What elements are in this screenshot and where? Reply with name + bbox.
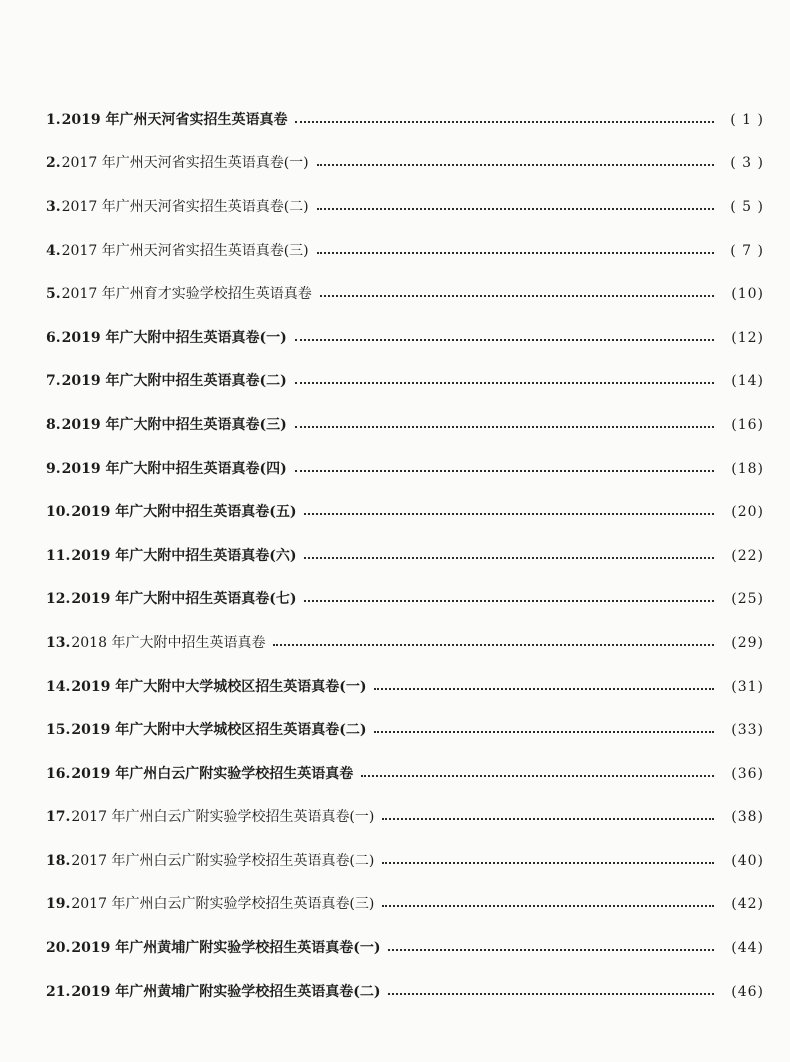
toc-entry-title: 2017 年广州天河省实招生英语真卷(一)	[61, 155, 309, 172]
toc-entry-title: 2019 年广州黄埔广附实验学校招生英语真卷(一)	[71, 940, 381, 957]
toc-entry-title: 2019 年广大附中招生英语真卷(五)	[71, 504, 297, 521]
toc-entry[interactable]	[46, 447, 764, 491]
dot-leader	[388, 949, 714, 951]
toc-entry[interactable]	[46, 665, 764, 709]
dot-leader	[273, 644, 714, 646]
toc-entry-number: 11.	[46, 547, 71, 564]
toc-entry[interactable]	[46, 534, 764, 578]
toc-entry[interactable]	[46, 796, 764, 840]
toc-entry-number: 3.	[46, 198, 61, 215]
toc-entry[interactable]	[46, 142, 764, 186]
table-of-contents	[46, 98, 764, 1013]
dot-leader	[304, 513, 714, 515]
dot-leader	[295, 470, 714, 472]
toc-entry-number: 5.	[46, 286, 61, 303]
toc-entry-page: ( 7 )	[730, 242, 764, 259]
toc-entry-page: (31)	[731, 678, 764, 695]
toc-entry-page: (38)	[731, 809, 764, 826]
toc-entry-title: 2019 年广大附中招生英语真卷(七)	[71, 591, 297, 608]
toc-entry-page: ( 3 )	[730, 155, 764, 172]
toc-entry-number: 8.	[46, 416, 61, 433]
toc-entry-page: (10)	[731, 286, 764, 303]
toc-entry-page: (33)	[731, 722, 764, 739]
toc-entry[interactable]	[46, 708, 764, 752]
toc-entry[interactable]	[46, 621, 764, 665]
dot-leader	[382, 818, 714, 820]
toc-entry-number: 16.	[46, 765, 71, 782]
toc-entry-page: ( 1 )	[730, 111, 764, 128]
dot-leader	[374, 688, 714, 690]
dot-leader	[374, 731, 714, 733]
toc-entry-page: (25)	[731, 591, 764, 608]
dot-leader	[382, 905, 714, 907]
dot-leader	[295, 121, 714, 123]
toc-entry-title: 2019 年广州白云广附实验学校招生英语真卷	[71, 765, 354, 782]
toc-entry-number: 20.	[46, 940, 71, 957]
toc-entry-title: 2017 年广州白云广附实验学校招生英语真卷(一)	[71, 809, 375, 826]
toc-entry-number: 14.	[46, 678, 71, 695]
toc-entry-number: 18.	[46, 852, 71, 869]
toc-entry-page: (42)	[731, 896, 764, 913]
toc-entry-page: ( 5 )	[730, 198, 764, 215]
toc-entry[interactable]	[46, 360, 764, 404]
toc-entry-title: 2019 年广大附中大学城校区招生英语真卷(一)	[71, 678, 367, 695]
toc-entry-title: 2019 年广大附中招生英语真卷(六)	[71, 547, 297, 564]
toc-entry-page: (36)	[731, 765, 764, 782]
toc-entry-title: 2019 年广大附中招生英语真卷(一)	[61, 329, 287, 346]
toc-entry-number: 12.	[46, 591, 71, 608]
dot-leader	[320, 295, 714, 297]
toc-entry-page: (14)	[731, 373, 764, 390]
dot-leader	[317, 252, 714, 254]
dot-leader	[295, 426, 714, 428]
toc-entry-number: 4.	[46, 242, 61, 259]
toc-entry-page: (46)	[731, 983, 764, 1000]
toc-entry-number: 6.	[46, 329, 61, 346]
toc-entry-page: (18)	[731, 460, 764, 477]
toc-entry-page: (16)	[731, 416, 764, 433]
toc-entry-title: 2017 年广州天河省实招生英语真卷(三)	[61, 242, 309, 259]
toc-entry[interactable]	[46, 316, 764, 360]
toc-entry-page: (12)	[731, 329, 764, 346]
toc-entry-title: 2017 年广州育才实验学校招生英语真卷	[61, 286, 312, 303]
toc-entry-number: 19.	[46, 896, 71, 913]
toc-entry-page: (20)	[731, 504, 764, 521]
dot-leader	[317, 208, 714, 210]
toc-entry-number: 21.	[46, 983, 71, 1000]
toc-entry[interactable]	[46, 185, 764, 229]
toc-entry[interactable]	[46, 578, 764, 622]
toc-entry[interactable]	[46, 752, 764, 796]
toc-entry-page: (44)	[731, 940, 764, 957]
toc-entry[interactable]	[46, 272, 764, 316]
toc-entry[interactable]	[46, 403, 764, 447]
dot-leader	[317, 164, 714, 166]
toc-entry-number: 10.	[46, 504, 71, 521]
dot-leader	[361, 775, 714, 777]
dot-leader	[388, 993, 714, 995]
toc-entry-page: (40)	[731, 852, 764, 869]
dot-leader	[304, 600, 714, 602]
toc-entry-title: 2019 年广州黄埔广附实验学校招生英语真卷(二)	[71, 983, 381, 1000]
dot-leader	[304, 557, 714, 559]
dot-leader	[295, 382, 714, 384]
toc-entry[interactable]	[46, 970, 764, 1014]
toc-entry[interactable]	[46, 839, 764, 883]
toc-entry[interactable]	[46, 883, 764, 927]
toc-entry-title: 2019 年广大附中大学城校区招生英语真卷(二)	[71, 722, 367, 739]
toc-entry[interactable]	[46, 926, 764, 970]
toc-entry[interactable]	[46, 490, 764, 534]
toc-entry[interactable]	[46, 98, 764, 142]
toc-entry-title: 2019 年广大附中招生英语真卷(四)	[61, 460, 287, 477]
dot-leader	[295, 339, 714, 341]
toc-entry-number: 9.	[46, 460, 61, 477]
toc-entry-title: 2019 年广州天河省实招生英语真卷	[61, 111, 288, 128]
toc-entry[interactable]	[46, 229, 764, 273]
toc-entry-title: 2019 年广大附中招生英语真卷(二)	[61, 373, 287, 390]
toc-entry-number: 17.	[46, 809, 71, 826]
toc-entry-number: 2.	[46, 155, 61, 172]
toc-entry-page: (22)	[731, 547, 764, 564]
toc-entry-title: 2017 年广州天河省实招生英语真卷(二)	[61, 198, 309, 215]
toc-entry-page: (29)	[731, 634, 764, 651]
toc-entry-number: 7.	[46, 373, 61, 390]
dot-leader	[382, 862, 714, 864]
toc-entry-number: 1.	[46, 111, 61, 128]
toc-entry-title: 2017 年广州白云广附实验学校招生英语真卷(三)	[71, 896, 375, 913]
toc-entry-number: 15.	[46, 722, 71, 739]
toc-entry-title: 2018 年广大附中招生英语真卷	[71, 634, 266, 651]
toc-entry-number: 13.	[46, 634, 71, 651]
toc-entry-title: 2017 年广州白云广附实验学校招生英语真卷(二)	[71, 852, 375, 869]
toc-entry-title: 2019 年广大附中招生英语真卷(三)	[61, 416, 287, 433]
